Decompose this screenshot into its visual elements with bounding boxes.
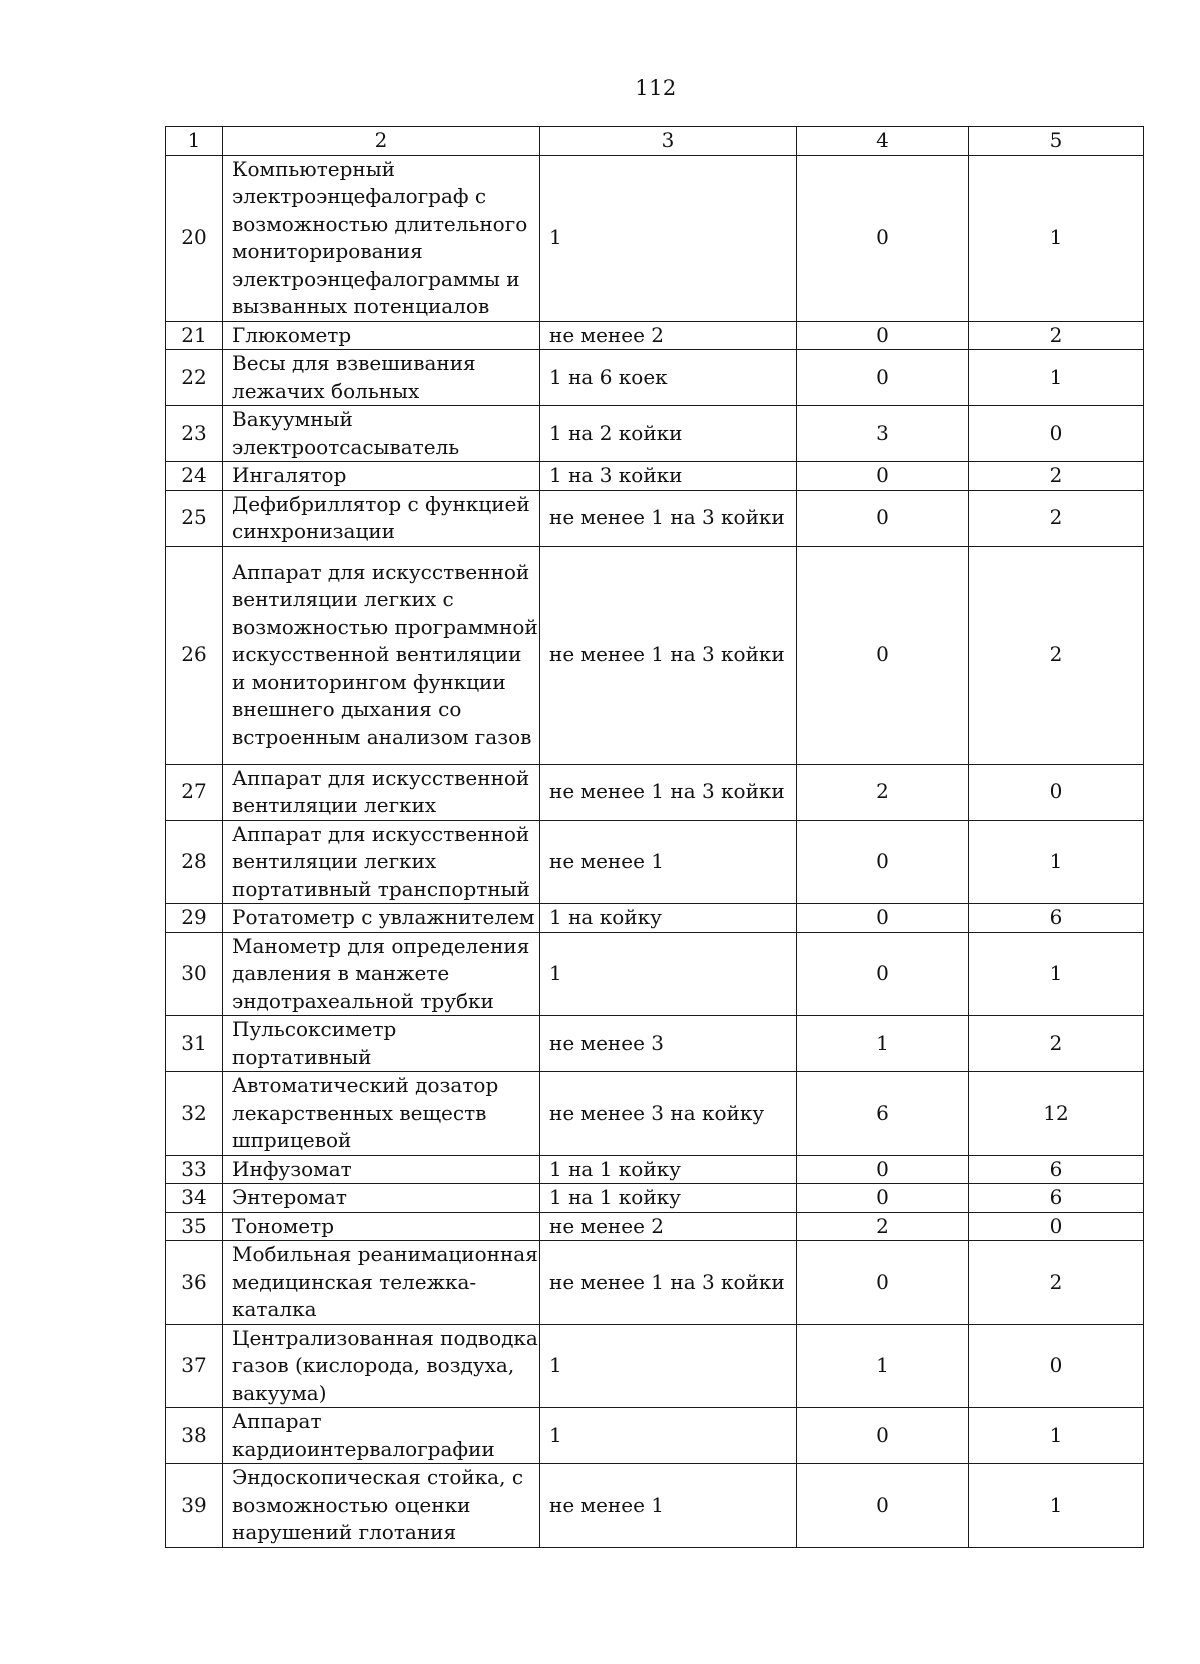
column-5-value: 2: [969, 1016, 1144, 1072]
equipment-norm: не менее 1 на 3 койки: [540, 1241, 797, 1325]
table-row: [166, 764, 1144, 820]
table-row: [166, 546, 1144, 764]
equipment-name: Аппарат для искусственной вентиляции легких с возможностью программной искусственной вентиляции и мониторингом функции внешнего дыхания со встроенным анализом газов: [223, 546, 540, 764]
row-number: 26: [166, 546, 223, 764]
equipment-name: Компьютерный электроэнцефалограф с возможностью длительного мониторирования электроэнцефалограммы и вызванных потенциалов: [223, 155, 540, 321]
column-header-1: 1: [166, 127, 223, 156]
column-5-value: 2: [969, 321, 1144, 350]
column-4-value: 1: [797, 1016, 969, 1072]
column-5-value: 2: [969, 546, 1144, 764]
column-5-value: 2: [969, 1241, 1144, 1325]
column-4-value: 0: [797, 321, 969, 350]
equipment-name: Аппарат кардиоинтервалографии: [223, 1408, 540, 1464]
row-number: 29: [166, 904, 223, 933]
equipment-norm: не менее 3 на койку: [540, 1072, 797, 1156]
column-5-value: 0: [969, 1324, 1144, 1408]
equipment-norm: не менее 1: [540, 1464, 797, 1548]
equipment-norm: 1: [540, 1324, 797, 1408]
equipment-norm: 1 на 6 коек: [540, 350, 797, 406]
column-4-value: 0: [797, 1408, 969, 1464]
column-5-value: 6: [969, 1184, 1144, 1213]
row-number: 21: [166, 321, 223, 350]
column-5-value: 1: [969, 155, 1144, 321]
table-row: [166, 1016, 1144, 1072]
row-number: 34: [166, 1184, 223, 1213]
column-5-value: 6: [969, 904, 1144, 933]
row-number: 27: [166, 764, 223, 820]
equipment-norm: не менее 1 на 3 койки: [540, 764, 797, 820]
column-4-value: 1: [797, 1324, 969, 1408]
column-5-value: 1: [969, 820, 1144, 904]
column-header-2: 2: [223, 127, 540, 156]
equipment-name: Весы для взвешивания лежачих больных: [223, 350, 540, 406]
column-4-value: 0: [797, 820, 969, 904]
column-4-value: 0: [797, 462, 969, 491]
column-5-value: 0: [969, 406, 1144, 462]
equipment-norm: 1: [540, 155, 797, 321]
table-row: [166, 321, 1144, 350]
table-header-row: [166, 127, 1144, 156]
equipment-norm: 1: [540, 1408, 797, 1464]
table-row: [166, 155, 1144, 321]
column-5-value: 0: [969, 1212, 1144, 1241]
column-header-4: 4: [797, 127, 969, 156]
column-5-value: 12: [969, 1072, 1144, 1156]
row-number: 31: [166, 1016, 223, 1072]
column-5-value: 1: [969, 932, 1144, 1016]
column-5-value: 2: [969, 490, 1144, 546]
table-row: [166, 904, 1144, 933]
column-4-value: 2: [797, 764, 969, 820]
row-number: 33: [166, 1155, 223, 1184]
equipment-name: Централизованная подводка газов (кислорода, воздуха, вакуума): [223, 1324, 540, 1408]
table-row: [166, 1464, 1144, 1548]
equipment-norm: 1 на 1 койку: [540, 1184, 797, 1213]
equipment-norm: не менее 2: [540, 321, 797, 350]
row-number: 32: [166, 1072, 223, 1156]
equipment-norm: не менее 1: [540, 820, 797, 904]
table-row: [166, 932, 1144, 1016]
table-row: [166, 1155, 1144, 1184]
column-4-value: 0: [797, 546, 969, 764]
equipment-name: Вакуумный электроотсасыватель: [223, 406, 540, 462]
column-5-value: 0: [969, 764, 1144, 820]
equipment-norm: 1 на 1 койку: [540, 1155, 797, 1184]
column-5-value: 2: [969, 462, 1144, 491]
equipment-name: Эндоскопическая стойка, с возможностью оценки нарушений глотания: [223, 1464, 540, 1548]
equipment-name: Тонометр: [223, 1212, 540, 1241]
column-5-value: 1: [969, 1408, 1144, 1464]
column-4-value: 2: [797, 1212, 969, 1241]
row-number: 22: [166, 350, 223, 406]
table-row: [166, 1072, 1144, 1156]
column-4-value: 0: [797, 904, 969, 933]
equipment-name: Аппарат для искусственной вентиляции легких: [223, 764, 540, 820]
equipment-norm: не менее 2: [540, 1212, 797, 1241]
equipment-name: Автоматический дозатор лекарственных веществ шприцевой: [223, 1072, 540, 1156]
row-number: 35: [166, 1212, 223, 1241]
row-number: 23: [166, 406, 223, 462]
column-4-value: 0: [797, 932, 969, 1016]
row-number: 30: [166, 932, 223, 1016]
equipment-table: [165, 126, 1144, 1548]
column-4-value: 3: [797, 406, 969, 462]
table-row: [166, 462, 1144, 491]
equipment-norm: не менее 3: [540, 1016, 797, 1072]
equipment-norm: не менее 1 на 3 койки: [540, 490, 797, 546]
equipment-norm: не менее 1 на 3 койки: [540, 546, 797, 764]
equipment-name: Дефибриллятор с функцией синхронизации: [223, 490, 540, 546]
equipment-name: Глюкометр: [223, 321, 540, 350]
table-row: [166, 350, 1144, 406]
equipment-name: Пульсоксиметр портативный: [223, 1016, 540, 1072]
page-number: 112: [635, 76, 677, 100]
column-5-value: 1: [969, 350, 1144, 406]
equipment-norm: 1 на 3 койки: [540, 462, 797, 491]
equipment-name: Инфузомат: [223, 1155, 540, 1184]
equipment-name: Аппарат для искусственной вентиляции легких портативный транспортный: [223, 820, 540, 904]
column-header-5: 5: [969, 127, 1144, 156]
equipment-name: Энтеромат: [223, 1184, 540, 1213]
column-4-value: 0: [797, 1241, 969, 1325]
row-number: 39: [166, 1464, 223, 1548]
column-header-3: 3: [540, 127, 797, 156]
equipment-name: Манометр для определения давления в манжете эндотрахеальной трубки: [223, 932, 540, 1016]
column-4-value: 0: [797, 1184, 969, 1213]
row-number: 36: [166, 1241, 223, 1325]
table-row: [166, 820, 1144, 904]
equipment-name: Ингалятор: [223, 462, 540, 491]
column-4-value: 0: [797, 490, 969, 546]
equipment-norm: 1 на койку: [540, 904, 797, 933]
equipment-name: Ротатометр с увлажнителем: [223, 904, 540, 933]
column-4-value: 6: [797, 1072, 969, 1156]
table-row: [166, 1241, 1144, 1325]
table-row: [166, 1324, 1144, 1408]
equipment-name: Мобильная реанимационная медицинская тележка-каталка: [223, 1241, 540, 1325]
table-row: [166, 1212, 1144, 1241]
table-row: [166, 1408, 1144, 1464]
table-row: [166, 1184, 1144, 1213]
column-5-value: 6: [969, 1155, 1144, 1184]
column-5-value: 1: [969, 1464, 1144, 1548]
row-number: 38: [166, 1408, 223, 1464]
row-number: 24: [166, 462, 223, 491]
row-number: 37: [166, 1324, 223, 1408]
table-row: [166, 490, 1144, 546]
table-row: [166, 406, 1144, 462]
column-4-value: 0: [797, 155, 969, 321]
row-number: 28: [166, 820, 223, 904]
column-4-value: 0: [797, 350, 969, 406]
equipment-norm: 1 на 2 койки: [540, 406, 797, 462]
row-number: 25: [166, 490, 223, 546]
column-4-value: 0: [797, 1464, 969, 1548]
equipment-norm: 1: [540, 932, 797, 1016]
row-number: 20: [166, 155, 223, 321]
column-4-value: 0: [797, 1155, 969, 1184]
